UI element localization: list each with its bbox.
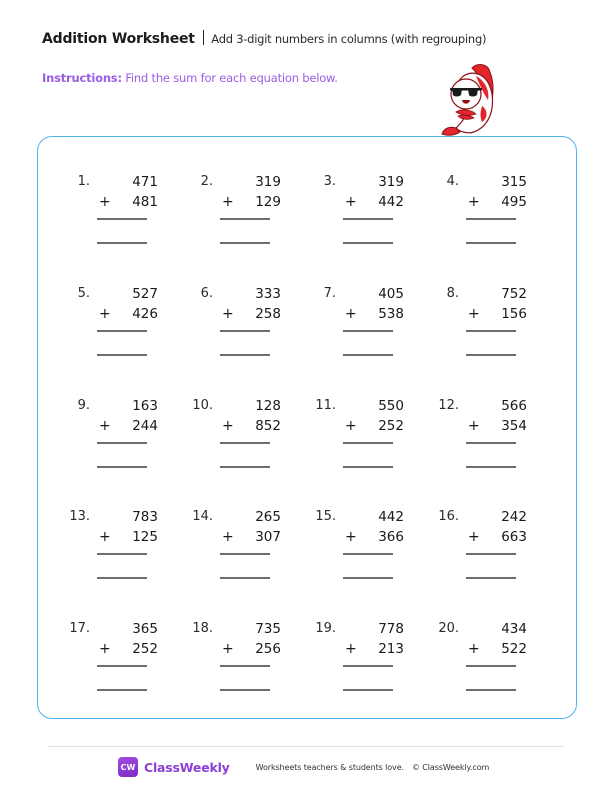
first-addend: 319 [255,174,281,190]
addition-problem [64,136,158,216]
addition-problem [64,583,158,663]
problem-number: 3. [323,174,336,189]
plus-sign: + [468,641,480,657]
sum-rule-line [343,330,393,332]
plus-sign: + [222,194,234,210]
problem-number: 14. [192,509,213,524]
second-addend: 852 [255,418,281,434]
second-addend: 426 [132,306,158,322]
addition-problem [433,248,527,328]
plus-sign: + [222,418,234,434]
problem-number: 5. [77,286,90,301]
sum-rule-line [97,665,147,667]
first-addend: 778 [378,621,404,637]
plus-sign: + [345,529,357,545]
problem-number: 12. [438,398,459,413]
sum-rule-line [343,665,393,667]
problem-number: 11. [315,398,336,413]
answer-blank[interactable] [220,689,270,691]
plus-sign: + [345,641,357,657]
classweekly-logo-icon: CW [118,757,138,777]
problems-grid [37,136,577,719]
first-addend: 163 [132,398,158,414]
addition-problem [433,471,527,551]
sum-rule-line [466,665,516,667]
first-addend: 442 [378,509,404,525]
first-addend: 365 [132,621,158,637]
problem-number: 7. [323,286,336,301]
addition-problem [433,360,527,440]
second-addend: 538 [378,306,404,322]
second-addend: 156 [501,306,527,322]
problem-number: 1. [77,174,90,189]
plus-sign: + [222,641,234,657]
plus-sign: + [468,306,480,322]
footer-divider [48,746,564,747]
plus-sign: + [345,306,357,322]
sum-rule-line [343,553,393,555]
sum-rule-line [466,442,516,444]
footer-tagline: Worksheets teachers & students love. [255,762,404,772]
answer-blank[interactable] [466,354,516,356]
problem-number: 18. [192,621,213,636]
problem-number: 16. [438,509,459,524]
answer-blank[interactable] [97,242,147,244]
sum-rule-line [97,330,147,332]
addition-problem [187,136,281,216]
second-addend: 213 [378,641,404,657]
answer-blank[interactable] [220,354,270,356]
problem-number: 17. [69,621,90,636]
first-addend: 471 [132,174,158,190]
addition-problem [64,471,158,551]
addition-problem [310,248,404,328]
second-addend: 495 [501,194,527,210]
answer-blank[interactable] [343,577,393,579]
instructions [42,71,338,85]
first-addend: 735 [255,621,281,637]
footer-copyright: © ClassWeekly.com [411,762,490,772]
plus-sign: + [99,418,111,434]
addition-problem [64,360,158,440]
second-addend: 366 [378,529,404,545]
problem-number: 8. [446,286,459,301]
sum-rule-line [343,218,393,220]
sum-rule-line [220,218,270,220]
problem-number: 4. [446,174,459,189]
problem-number: 9. [77,398,90,413]
sum-rule-line [220,553,270,555]
plus-sign: + [345,418,357,434]
answer-blank[interactable] [466,689,516,691]
addition-problem [310,136,404,216]
plus-sign: + [345,194,357,210]
first-addend: 405 [378,286,404,302]
second-addend: 442 [378,194,404,210]
instructions-text: Find the sum for each equation below. [121,71,338,85]
first-addend: 319 [378,174,404,190]
answer-blank[interactable] [97,577,147,579]
problem-number: 10. [192,398,213,413]
answer-blank[interactable] [466,577,516,579]
addition-problem [433,583,527,663]
first-addend: 550 [378,398,404,414]
sum-rule-line [97,553,147,555]
answer-blank[interactable] [343,689,393,691]
sum-rule-line [466,218,516,220]
answer-blank[interactable] [97,354,147,356]
addition-problem [187,471,281,551]
problem-number: 15. [315,509,336,524]
addition-problem [187,360,281,440]
plus-sign: + [99,194,111,210]
plus-sign: + [468,194,480,210]
addition-problem [433,136,527,216]
addition-problem [310,583,404,663]
plus-sign: + [468,418,480,434]
first-addend: 752 [501,286,527,302]
problem-number: 13. [69,509,90,524]
second-addend: 256 [255,641,281,657]
first-addend: 128 [255,398,281,414]
worksheet-header [42,28,486,47]
answer-blank[interactable] [97,466,147,468]
answer-blank[interactable] [343,242,393,244]
first-addend: 333 [255,286,281,302]
answer-blank[interactable] [466,242,516,244]
problem-number: 6. [200,286,213,301]
addition-problem [310,360,404,440]
problem-number: 19. [315,621,336,636]
answer-blank[interactable] [220,242,270,244]
plus-sign: + [99,306,111,322]
first-addend: 315 [501,174,527,190]
first-addend: 566 [501,398,527,414]
second-addend: 481 [132,194,158,210]
sum-rule-line [220,665,270,667]
second-addend: 252 [132,641,158,657]
sum-rule-line [97,442,147,444]
second-addend: 125 [132,529,158,545]
plus-sign: + [468,529,480,545]
addition-problem [187,248,281,328]
answer-blank[interactable] [220,577,270,579]
plus-sign: + [99,641,111,657]
second-addend: 663 [501,529,527,545]
sum-rule-line [220,442,270,444]
answer-blank[interactable] [220,466,270,468]
addition-problem [187,583,281,663]
second-addend: 354 [501,418,527,434]
sum-rule-line [466,553,516,555]
answer-blank[interactable] [343,354,393,356]
plus-sign: + [222,529,234,545]
first-addend: 527 [132,286,158,302]
plus-sign: + [222,306,234,322]
instructions-label: Instructions: [42,71,122,85]
second-addend: 258 [255,306,281,322]
addition-problem [310,471,404,551]
sum-rule-line [97,218,147,220]
sum-rule-line [466,330,516,332]
worksheet-subtitle: Add 3-digit numbers in columns (with regrouping) [211,32,487,46]
worksheet-title: Addition Worksheet [42,31,195,47]
problem-number: 2. [200,174,213,189]
koi-fish-mascot-icon [438,62,504,138]
first-addend: 242 [501,509,527,525]
second-addend: 307 [255,529,281,545]
problem-number: 20. [438,621,459,636]
answer-blank[interactable] [466,466,516,468]
sum-rule-line [220,330,270,332]
sum-rule-line [343,442,393,444]
footer [118,757,489,777]
plus-sign: + [99,529,111,545]
title-divider [203,30,205,45]
addition-problem [64,248,158,328]
first-addend: 434 [501,621,527,637]
first-addend: 783 [132,509,158,525]
brand-name: ClassWeekly [144,759,230,775]
second-addend: 244 [132,418,158,434]
second-addend: 522 [501,641,527,657]
answer-blank[interactable] [343,466,393,468]
first-addend: 265 [255,509,281,525]
second-addend: 252 [378,418,404,434]
second-addend: 129 [255,194,281,210]
answer-blank[interactable] [97,689,147,691]
